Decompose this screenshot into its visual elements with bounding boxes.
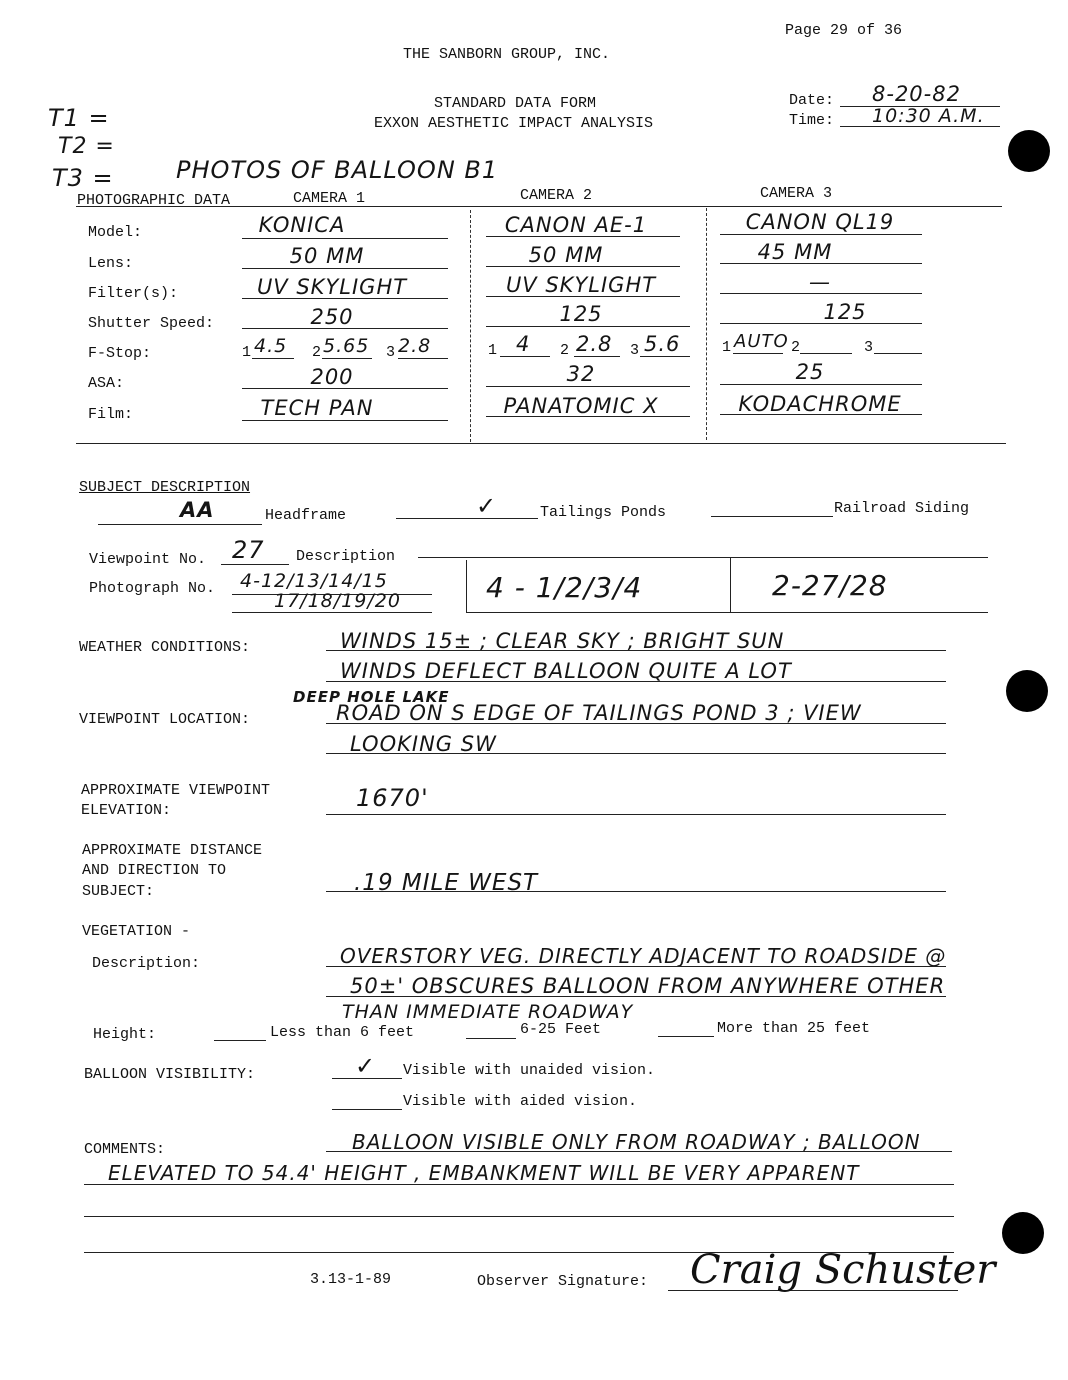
camera-1-fstop-1[interactable]: 4.5 bbox=[254, 335, 288, 357]
camera-1-model[interactable]: KONICA bbox=[258, 213, 346, 237]
height-6-25: 6-25 Feet bbox=[520, 1021, 602, 1038]
page-number: Page 29 of 36 bbox=[785, 22, 903, 39]
vegetation-label: VEGETATION - bbox=[82, 923, 191, 940]
vegetation-line-1[interactable]: OVERSTORY VEG. DIRECTLY ADJACENT TO ROADSIDE @ bbox=[340, 944, 947, 968]
elevation-label-1: APPROXIMATE VIEWPOINT bbox=[81, 782, 271, 799]
camera-3-shutter[interactable]: 125 bbox=[823, 300, 867, 324]
visibility-unaided-option: Visible with unaided vision. bbox=[403, 1062, 656, 1079]
camera-2-label: CAMERA 2 bbox=[520, 187, 593, 204]
company-name: THE SANBORN GROUP, INC. bbox=[403, 46, 611, 63]
distance-label-2: AND DIRECTION TO bbox=[82, 862, 227, 879]
photographic-data-label: PHOTOGRAPHIC DATA bbox=[77, 192, 231, 209]
camera-3-film[interactable]: KODACHROME bbox=[738, 392, 902, 416]
camera-1-fstop-1-num: 1 bbox=[242, 344, 252, 361]
camera-3-fstop-1-num: 1 bbox=[722, 339, 732, 356]
comments-label: COMMENTS: bbox=[84, 1141, 166, 1158]
camera-3-filter[interactable]: — bbox=[809, 270, 831, 294]
camera-2-lens[interactable]: 50 MM bbox=[528, 243, 604, 267]
photograph-no-col1-line1[interactable]: 4-12/13/14/15 bbox=[240, 570, 388, 592]
headframe-mark[interactable]: AA bbox=[180, 498, 215, 522]
observer-signature-label: Observer Signature: bbox=[477, 1273, 649, 1290]
height-label: Height: bbox=[93, 1026, 157, 1043]
camera-1-label: CAMERA 1 bbox=[293, 190, 366, 207]
observer-signature[interactable]: Craig Schuster bbox=[690, 1247, 996, 1293]
camera-2-shutter[interactable]: 125 bbox=[559, 302, 603, 326]
vegetation-description-label: Description: bbox=[92, 955, 201, 972]
balloon-visibility-label: BALLOON VISIBILITY: bbox=[84, 1066, 256, 1083]
viewpoint-location-line-1[interactable]: ROAD ON S EDGE OF TAILINGS POND 3 ; VIEW bbox=[336, 701, 862, 725]
photograph-no-label: Photograph No. bbox=[89, 580, 216, 597]
vegetation-line-2[interactable]: 50±' OBSCURES BALLOON FROM ANYWHERE OTHER bbox=[350, 974, 946, 998]
photograph-no-col3[interactable]: 2-27/28 bbox=[772, 569, 888, 602]
distance-label-1: APPROXIMATE DISTANCE bbox=[82, 842, 263, 859]
camera-2-model[interactable]: CANON AE-1 bbox=[504, 213, 648, 237]
camera-3-model[interactable]: CANON QL19 bbox=[745, 210, 895, 234]
elevation-label-2: ELEVATION: bbox=[81, 802, 172, 819]
form-subtitle: EXXON AESTHETIC IMPACT ANALYSIS bbox=[374, 115, 654, 132]
headframe-option: Headframe bbox=[265, 507, 347, 524]
film-label: Film: bbox=[88, 406, 134, 423]
subject-description-label: SUBJECT DESCRIPTION bbox=[79, 479, 251, 496]
margin-note-t3: T3 = bbox=[52, 164, 114, 192]
visibility-aided-option: Visible with aided vision. bbox=[403, 1093, 638, 1110]
viewpoint-no-value[interactable]: 27 bbox=[232, 536, 265, 564]
camera-3-fstop-3-num: 3 bbox=[864, 339, 874, 356]
elevation-value[interactable]: 1670' bbox=[356, 784, 429, 812]
height-more-than-25: More than 25 feet bbox=[717, 1020, 871, 1037]
camera-2-fstop-1-num: 1 bbox=[488, 342, 498, 359]
camera-1-filter[interactable]: UV SKYLIGHT bbox=[256, 275, 408, 299]
camera-3-fstop-2-num: 2 bbox=[791, 339, 801, 356]
hole-punch-middle bbox=[1006, 670, 1048, 712]
filter-label: Filter(s): bbox=[88, 285, 179, 302]
camera-3-fstop-1[interactable]: AUTO bbox=[734, 331, 789, 352]
camera-1-fstop-3-num: 3 bbox=[386, 344, 396, 361]
comments-line-2[interactable]: ELEVATED TO 54.4' HEIGHT , EMBANKMENT WILL BE VERY APPARENT bbox=[108, 1161, 860, 1185]
time-value[interactable]: 10:30 A.M. bbox=[872, 105, 985, 127]
camera-2-filter[interactable]: UV SKYLIGHT bbox=[505, 273, 657, 297]
camera-2-fstop-2[interactable]: 2.8 bbox=[576, 332, 613, 356]
camera-1-shutter[interactable]: 250 bbox=[310, 305, 354, 329]
distance-label-3: SUBJECT: bbox=[82, 883, 155, 900]
visibility-unaided-mark[interactable]: ✓ bbox=[355, 1052, 377, 1080]
asa-label: ASA: bbox=[88, 375, 125, 392]
tailings-ponds-option: Tailings Ponds bbox=[540, 504, 667, 521]
camera-3-lens[interactable]: 45 MM bbox=[757, 240, 833, 264]
time-label: Time: bbox=[789, 112, 835, 129]
camera-2-fstop-3[interactable]: 5.6 bbox=[644, 332, 681, 356]
railroad-siding-option: Railroad Siding bbox=[834, 500, 970, 517]
margin-note-t1: T1 = bbox=[48, 104, 110, 132]
weather-conditions-label: WEATHER CONDITIONS: bbox=[79, 639, 251, 656]
viewpoint-location-label: VIEWPOINT LOCATION: bbox=[79, 711, 251, 728]
distance-value[interactable]: .19 MILE WEST bbox=[354, 870, 539, 896]
camera-1-fstop-2-num: 2 bbox=[312, 344, 322, 361]
weather-line-2[interactable]: WINDS DEFLECT BALLOON QUITE A LOT bbox=[340, 659, 792, 683]
date-label: Date: bbox=[789, 92, 835, 109]
camera-3-asa[interactable]: 25 bbox=[795, 360, 825, 384]
camera-1-fstop-2[interactable]: 5.65 bbox=[323, 335, 370, 357]
camera-2-film[interactable]: PANATOMIC X bbox=[503, 394, 659, 418]
camera-1-asa[interactable]: 200 bbox=[310, 365, 354, 389]
viewpoint-location-insert[interactable]: DEEP HOLE LAKE bbox=[293, 688, 450, 706]
margin-note-t2: T2 = bbox=[58, 134, 115, 159]
weather-line-1[interactable]: WINDS 15± ; CLEAR SKY ; BRIGHT SUN bbox=[340, 629, 785, 653]
form-title: STANDARD DATA FORM bbox=[434, 95, 597, 112]
date-value[interactable]: 8-20-82 bbox=[872, 82, 961, 106]
hole-punch-top bbox=[1008, 130, 1050, 172]
comments-line-1[interactable]: BALLOON VISIBLE ONLY FROM ROADWAY ; BALLOON bbox=[352, 1130, 921, 1154]
vegetation-line-3[interactable]: THAN IMMEDIATE ROADWAY bbox=[342, 1001, 634, 1023]
camera-1-fstop-3[interactable]: 2.8 bbox=[398, 335, 432, 357]
f-stop-label: F-Stop: bbox=[88, 345, 152, 362]
photograph-no-col2[interactable]: 4 - 1/2/3/4 bbox=[486, 571, 643, 604]
hole-punch-bottom bbox=[1002, 1212, 1044, 1254]
camera-2-fstop-3-num: 3 bbox=[630, 342, 640, 359]
description-label: Description bbox=[296, 548, 396, 565]
viewpoint-location-line-2[interactable]: LOOKING SW bbox=[350, 732, 497, 756]
camera-3-label: CAMERA 3 bbox=[760, 185, 833, 202]
form-number: 3.13-1-89 bbox=[310, 1271, 392, 1288]
height-less-than-6: Less than 6 feet bbox=[270, 1024, 415, 1041]
shutter-speed-label: Shutter Speed: bbox=[88, 315, 215, 332]
lens-label: Lens: bbox=[88, 255, 134, 272]
camera-2-fstop-2-num: 2 bbox=[560, 342, 570, 359]
photograph-no-col1-line2[interactable]: 17/18/19/20 bbox=[274, 590, 401, 612]
camera-1-film[interactable]: TECH PAN bbox=[260, 396, 374, 420]
model-label: Model: bbox=[88, 224, 143, 241]
camera-1-lens[interactable]: 50 MM bbox=[289, 244, 365, 268]
camera-2-fstop-1[interactable]: 4 bbox=[516, 332, 531, 356]
margin-note-photos: PHOTOS OF BALLOON B1 bbox=[176, 156, 499, 184]
camera-2-asa[interactable]: 32 bbox=[566, 362, 596, 386]
viewpoint-no-label: Viewpoint No. bbox=[89, 551, 207, 568]
tailings-ponds-mark[interactable]: ✓ bbox=[476, 492, 498, 520]
